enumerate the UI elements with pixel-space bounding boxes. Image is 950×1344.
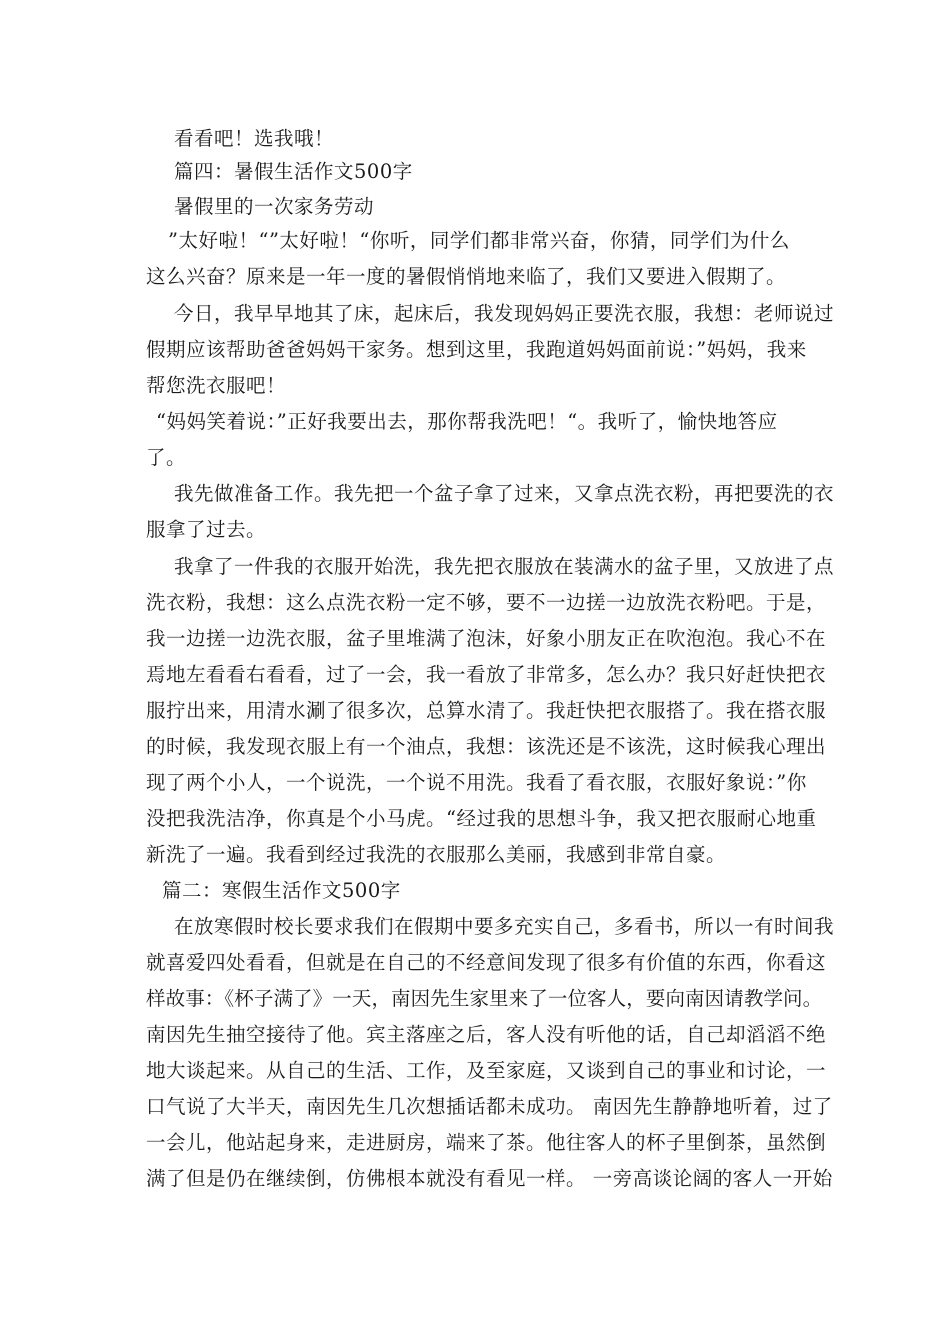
- text-line: 的时候，我发现衣服上有一个油点，我想：该洗还是不该洗，这时候我心理出: [146, 735, 827, 758]
- text-line: 我先做准备工作。我先把一个盆子拿了过来，又拿点洗衣粉，再把要洗的衣: [174, 482, 835, 505]
- text-line: 帮您洗衣服吧！: [146, 374, 287, 397]
- text-line: 没把我洗洁净，你真是个小马虎。“经过我的思想斗争，我又把衣服耐心地重: [146, 807, 817, 830]
- text-line: 看看吧！选我哦！: [174, 127, 335, 150]
- section-heading: 篇四：暑假生活作文500字: [174, 160, 413, 183]
- text-line: 洗衣粉，我想：这么点洗衣粉一定不够，要不一边搓一边放洗衣粉吧。于是，: [146, 591, 827, 614]
- text-line: 假期应该帮助爸爸妈妈干家务。想到这里，我跑道妈妈面前说：”妈妈，我来: [146, 338, 807, 361]
- essay-title: 暑假里的一次家务劳动: [174, 195, 375, 218]
- text-line: 服拧出来，用清水涮了很多次，总算水清了。我赶快把衣服搭了。我在搭衣服: [146, 699, 827, 722]
- text-line: 南因先生抽空接待了他。宾主落座之后，客人没有听他的话，自己却滔滔不绝: [146, 1023, 827, 1046]
- section-heading: 篇二：寒假生活作文500字: [162, 879, 401, 902]
- text-line: 样故事：《杯子满了》一天，南因先生家里来了一位客人，要向南因请教学问。: [146, 987, 823, 1010]
- text-line: 在放寒假时校长要求我们在假期中要多充实自己，多看书，所以一有时间我: [174, 915, 835, 938]
- text-line: 我拿了一件我的衣服开始洗，我先把衣服放在装满水的盆子里，又放进了点: [174, 555, 835, 578]
- text-line: ”太好啦！“”太好啦！“你听，同学们都非常兴奋，你猜，同学们为什么: [168, 229, 790, 252]
- text-line: 我一边搓一边洗衣服，盆子里堆满了泡沫，好象小朋友正在吹泡泡。我心不在: [146, 627, 827, 650]
- text-line: 就喜爱四处看看，但就是在自己的不经意间发现了很多有价值的东西，你看这: [146, 951, 827, 974]
- text-line: 满了但是仍在继续倒，仿佛根本就没有看见一样。 一旁高谈论阔的客人一开始: [146, 1167, 833, 1190]
- text-line: 了。: [146, 446, 187, 469]
- text-line: 地大谈起来。从自己的生活、工作，及至家庭，又谈到自己的事业和讨论，一: [146, 1059, 827, 1082]
- text-line: 服拿了过去。: [146, 518, 267, 541]
- text-line: 现了两个小人，一个说洗，一个说不用洗。我看了看衣服，衣服好象说：”你: [146, 771, 807, 794]
- text-line: “妈妈笑着说：”正好我要出去，那你帮我洗吧！“。我听了，愉快地答应: [156, 410, 778, 433]
- text-line: 新洗了一遍。我看到经过我洗的衣服那么美丽，我感到非常自豪。: [146, 843, 727, 866]
- text-line: 焉地左看看右看看，过了一会，我一看放了非常多，怎么办？我只好赶快把衣: [146, 663, 827, 686]
- text-line: 这么兴奋？原来是一年一度的暑假悄悄地来临了，我们又要进入假期了。: [146, 265, 787, 288]
- text-line: 口气说了大半天，南因先生几次想插话都未成功。 南因先生静静地听着，过了: [146, 1095, 833, 1118]
- text-line: 一会儿，他站起身来，走进厨房，端来了茶。他往客人的杯子里倒茶，虽然倒: [146, 1131, 827, 1154]
- text-line: 今日，我早早地其了床，起床后，我发现妈妈正要洗衣服，我想：老师说过: [174, 302, 835, 325]
